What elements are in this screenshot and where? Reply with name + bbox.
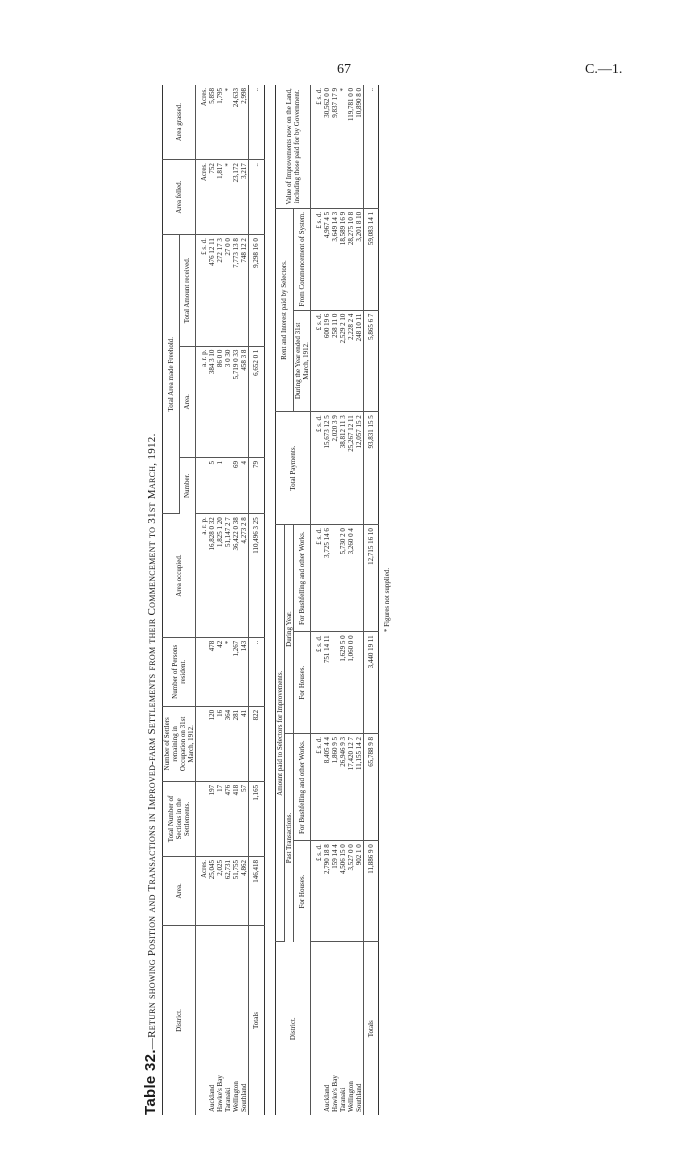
table-row <box>323 85 331 1115</box>
cell-rent-comm: 28,275 10 8 <box>347 208 355 310</box>
cell-value: 9,837 17 9 <box>331 85 339 208</box>
unit-lsd: £ s. d. <box>310 734 323 841</box>
col-area-grassed: Area grassed. <box>163 85 196 160</box>
district-name: Auckland <box>322 1084 331 1112</box>
cell-past-bush: 11,155 14 2 <box>355 734 364 841</box>
cell-persons: 478 <box>208 637 216 706</box>
cell-yr-houses: 1,060 0 0 <box>347 632 355 734</box>
rotated-table-block <box>140 85 536 1115</box>
cell-yr-bush <box>331 525 339 632</box>
cell-yr-houses <box>355 632 364 734</box>
cell-occupied: 51,147 2 7 <box>224 514 232 638</box>
cell-amount: 748 12 2 <box>240 235 249 346</box>
table-row <box>339 85 347 1115</box>
table-title <box>140 85 162 1115</box>
table-title-text: —Return showing Position and Transactions in Improved-farm Settlements from their Commencement to 31st March, 1912. <box>146 433 158 1050</box>
col-persons: Number of Persons resident. <box>163 637 196 706</box>
col-year-bush: For Bushfelling and other Works. <box>293 525 310 632</box>
table-number: Table 32. <box>142 1049 159 1115</box>
page-code: C.—1. <box>585 62 623 77</box>
cell-occupied: 16,828 0 32 <box>208 514 216 638</box>
cell-area: 4,862 <box>240 856 249 925</box>
unit-lsd: £ s. d. <box>310 632 323 734</box>
totals-row <box>363 85 378 1115</box>
cell: 6,652 0 1 <box>249 346 264 457</box>
cell-past-houses: 2,790 18 8 <box>323 841 331 942</box>
district-name: Hawke's Bay <box>330 1075 339 1112</box>
district-name: Wellington <box>232 1081 241 1112</box>
table-row <box>355 85 364 1115</box>
cell-past-houses: 159 14 4 <box>331 841 339 942</box>
cell-grassed: 1,795 <box>216 85 224 160</box>
col-improvement-value: Value of Improvements now on the Land, including those paid for by Government. <box>275 85 310 208</box>
cell-fh-area: 384 3 10 <box>208 346 216 457</box>
cell: 79 <box>249 457 264 513</box>
totals-row <box>249 85 264 1115</box>
cell: 146,418 <box>249 856 264 925</box>
cell: .. <box>363 85 378 208</box>
district-name: Auckland <box>208 1084 217 1112</box>
cell-grassed: 5,858 <box>208 85 216 160</box>
cell-occupied: 36,422 0 38 <box>232 514 240 638</box>
improvements-payments-table <box>275 85 380 1115</box>
cell-total: 38,812 11 3 <box>339 412 347 525</box>
table-row <box>208 85 216 1115</box>
unit-lsd: £ s. d. <box>310 841 323 942</box>
cell-amount: 7,773 13 8 <box>232 235 240 346</box>
cell-felled: 3,217 <box>240 160 249 235</box>
settlements-position-table <box>162 85 265 1115</box>
cell: 9,298 16 0 <box>249 235 264 346</box>
unit-arp: a. r. p. <box>196 346 209 457</box>
cell-past-houses: 902 1 0 <box>355 841 364 942</box>
cell-persons: 42 <box>216 637 224 706</box>
table-row <box>216 85 224 1115</box>
cell-number: 69 <box>232 457 240 513</box>
col-rent-commencement: From Commencement of System. <box>293 208 310 310</box>
totals-label: Totals <box>249 925 264 1115</box>
cell-fh-area: 3 0 30 <box>224 346 232 457</box>
cell-fh-area: 5,719 0 33 <box>232 346 240 457</box>
cell: 3,440 19 11 <box>363 632 378 734</box>
cell: 59,083 14 1 <box>363 208 378 310</box>
cell: .. <box>249 160 264 235</box>
unit-lsd: £ s. d. <box>310 310 323 412</box>
col-freehold-group: Total Area made Freehold. <box>163 235 180 514</box>
cell: .. <box>249 637 264 706</box>
cell: 5,865 6 7 <box>363 310 378 412</box>
col-total-payments: Total Payments. <box>275 412 310 525</box>
district-name: Southland <box>240 1083 249 1112</box>
cell-past-bush: 17,420 12 7 <box>347 734 355 841</box>
table-row <box>240 85 249 1115</box>
col-area-occupied: Area occupied. <box>163 514 196 638</box>
cell: .. <box>249 85 264 160</box>
table-row <box>224 85 232 1115</box>
district-name: Wellington <box>346 1081 355 1112</box>
cell-yr-bush: 3,260 0 4 <box>347 525 355 632</box>
cell-area: 62,731 <box>224 856 232 925</box>
cell-area: 2,025 <box>216 856 224 925</box>
cell-past-bush: 1,860 9 5 <box>331 734 339 841</box>
cell-persons: 143 <box>240 637 249 706</box>
cell-persons: 1,267 <box>232 637 240 706</box>
unit-lsd: £ s. d. <box>196 235 209 346</box>
unit-lsd: £ s. d. <box>310 208 323 310</box>
cell-fh-area: 458 3 8 <box>240 346 249 457</box>
col-past-houses: For Houses. <box>293 841 310 942</box>
cell-yr-bush: 5,730 2 0 <box>339 525 347 632</box>
cell-number: 1 <box>216 457 224 513</box>
cell-felled: 1,817 <box>216 160 224 235</box>
cell-persons: * <box>224 637 232 706</box>
col-area-felled: Area felled. <box>163 160 196 235</box>
col-rent-year: During the Year ended 31st March, 1912. <box>293 310 310 412</box>
cell-value: 119,781 0 0 <box>347 85 355 208</box>
cell-sections: 476 <box>224 781 232 856</box>
cell-rent-year: 2,529 2 10 <box>339 310 347 412</box>
col-area: Area. <box>163 856 196 925</box>
cell-number: 5 <box>208 457 216 513</box>
table-row <box>331 85 339 1115</box>
footnote: * Figures not supplied. <box>383 567 392 633</box>
cell-sections: 57 <box>240 781 249 856</box>
col-district: District. <box>275 942 310 1115</box>
unit-lsd: £ s. d. <box>310 85 323 208</box>
cell-rent-year: 258 11 0 <box>331 310 339 412</box>
cell-rent-comm: 3,201 8 10 <box>355 208 364 310</box>
cell-past-bush: 26,946 9 3 <box>339 734 347 841</box>
table-row <box>232 85 240 1115</box>
cell-grassed: * <box>224 85 232 160</box>
district-name: Southland <box>354 1083 363 1112</box>
page-number: 67 <box>337 62 351 77</box>
cell-value: 30,562 0 0 <box>323 85 331 208</box>
col-fh-number: Number. <box>179 457 196 513</box>
cell-total: 2,020 3 9 <box>331 412 339 525</box>
cell-occupied: 4,273 2 8 <box>240 514 249 638</box>
cell-felled: * <box>224 160 232 235</box>
cell-occupied: 1,825 1 20 <box>216 514 224 638</box>
unit-lsd: £ s. d. <box>310 525 323 632</box>
district-name: Taranaki <box>224 1087 233 1112</box>
cell-sections: 418 <box>232 781 240 856</box>
cell-area: 51,755 <box>232 856 240 925</box>
cell-sections: 197 <box>208 781 216 856</box>
col-past-transactions: Past Transactions. <box>284 734 293 942</box>
cell-settlers: 120 <box>208 706 216 781</box>
cell-rent-year: 2,228 2 4 <box>347 310 355 412</box>
district-name: Taranaki <box>338 1087 347 1112</box>
cell-value: 10,890 8 0 <box>355 85 364 208</box>
cell-fh-area: 86 0 0 <box>216 346 224 457</box>
cell: 11,886 9 0 <box>363 841 378 942</box>
cell-total: 12,057 15 2 <box>355 412 364 525</box>
cell-amount: 27 0 0 <box>224 235 232 346</box>
cell-past-houses: 3,527 0 0 <box>347 841 355 942</box>
col-during-year: During Year. <box>284 525 293 734</box>
cell-yr-bush: 3,725 14 6 <box>323 525 331 632</box>
col-fh-amount: Total Amount received. <box>179 235 196 346</box>
col-sections: Total Number of Sections in the Settlements. <box>163 781 196 856</box>
col-rent-group: Rent and Interest paid by Selectors. <box>275 208 293 411</box>
cell-rent-year: 248 10 11 <box>355 310 364 412</box>
cell-felled: 23,172 <box>232 160 240 235</box>
cell-sections: 17 <box>216 781 224 856</box>
unit-acres: Acres. <box>196 160 209 235</box>
cell-grassed: 2,998 <box>240 85 249 160</box>
col-settlers: Number of Settlers remaining in Occupation on 31st March, 1912. <box>163 706 196 781</box>
cell-grassed: 24,633 <box>232 85 240 160</box>
cell-rent-comm: 4,967 4 5 <box>323 208 331 310</box>
col-past-bush: For Bushfelling and other Works. <box>293 734 310 841</box>
cell-rent-comm: 3,649 14 3 <box>331 208 339 310</box>
table-row <box>347 85 355 1115</box>
unit-acres: Acres. <box>196 856 209 925</box>
cell-number <box>224 457 232 513</box>
unit-arp: a. r. p. <box>196 514 209 638</box>
unit-lsd: £ s. d. <box>310 412 323 525</box>
totals-label: Totals <box>363 942 378 1115</box>
cell: 65,788 9 8 <box>363 734 378 841</box>
cell-felled: 752 <box>208 160 216 235</box>
cell: 110,496 3 25 <box>249 514 264 638</box>
cell-yr-houses <box>331 632 339 734</box>
cell-total: 25,267 12 11 <box>347 412 355 525</box>
col-amount-paid-group: Amount paid to Selectors for Improvements. <box>275 525 284 942</box>
cell: 93,831 15 5 <box>363 412 378 525</box>
cell: 12,715 16 10 <box>363 525 378 632</box>
cell-past-bush: 8,405 4 4 <box>323 734 331 841</box>
cell-value: * <box>339 85 347 208</box>
cell-yr-houses: 1,629 5 0 <box>339 632 347 734</box>
col-fh-area: Area. <box>179 346 196 457</box>
cell-number: 4 <box>240 457 249 513</box>
cell-total: 15,673 12 5 <box>323 412 331 525</box>
cell-settlers: 281 <box>232 706 240 781</box>
cell-area: 25,045 <box>208 856 216 925</box>
cell-settlers: 364 <box>224 706 232 781</box>
cell-yr-bush <box>355 525 364 632</box>
cell: 1,165 <box>249 781 264 856</box>
cell-yr-houses: 751 14 11 <box>323 632 331 734</box>
cell-past-houses: 4,506 15 0 <box>339 841 347 942</box>
cell-settlers: 16 <box>216 706 224 781</box>
district-name: Hawke's Bay <box>216 1075 225 1112</box>
cell-amount: 272 17 3 <box>216 235 224 346</box>
col-district: District. <box>163 925 196 1115</box>
cell-settlers: 41 <box>240 706 249 781</box>
cell-rent-comm: 18,589 16 9 <box>339 208 347 310</box>
cell-rent-year: 600 19 6 <box>323 310 331 412</box>
cell: 822 <box>249 706 264 781</box>
col-year-houses: For Houses. <box>293 632 310 734</box>
unit-acres: Acres. <box>196 85 209 160</box>
cell-amount: 476 12 11 <box>208 235 216 346</box>
